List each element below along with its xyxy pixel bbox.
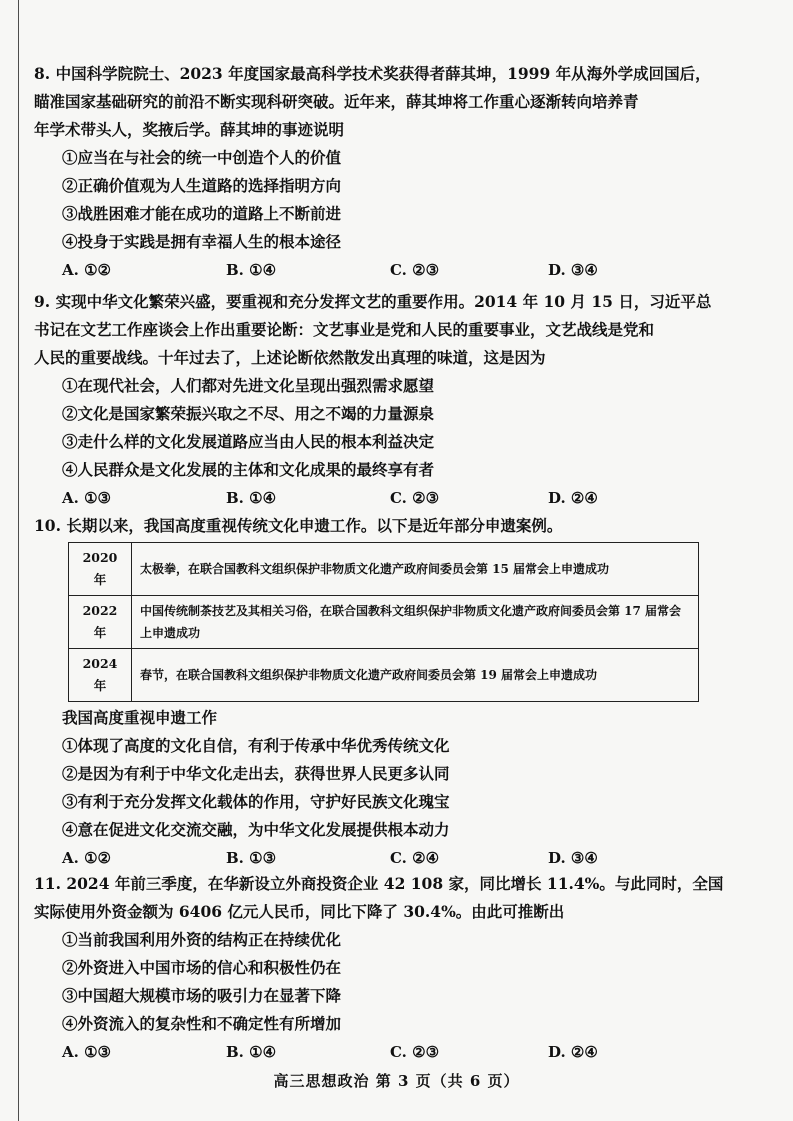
choice-d: D. ③④ bbox=[548, 849, 598, 867]
question-11-stem-line: 实际使用外资金额为 6406 亿元人民币，同比下降了 30.4%。由此可推断出 bbox=[34, 902, 565, 921]
question-8-stem-line: 瞄准国家基础研究的前沿不断实现科研突破。近年来，薛其坤将工作重心逐渐转向培养青 bbox=[34, 92, 639, 111]
question-8-option: ③战胜困难才能在成功的道路上不断前进 bbox=[62, 204, 342, 223]
choice-a: A. ①③ bbox=[62, 489, 111, 507]
choice-b: B. ①③ bbox=[226, 849, 277, 867]
question-9-stem-line: 人民的重要战线。十年过去了，上述论断依然散发出真理的味道，这是因为 bbox=[34, 348, 546, 367]
question-8-stem-line: 8. 中国科学院院士、2023 年度国家最高科学技术奖获得者薛其坤，1999 年从海外学成回国后， bbox=[34, 64, 711, 83]
question-10-option: ②是因为有利于中华文化走出去，获得世界人民更多认同 bbox=[62, 764, 450, 783]
choice-c: C. ②④ bbox=[390, 849, 440, 867]
heritage-case-table bbox=[68, 542, 699, 702]
question-8 bbox=[34, 60, 724, 284]
question-9 bbox=[34, 288, 724, 512]
question-11-option: ①当前我国利用外资的结构正在持续优化 bbox=[62, 930, 342, 949]
question-9-stem-line: 9. 实现中华文化繁荣兴盛，要重视和充分发挥文艺的重要作用。2014 年 10 月 15 日，习近平总 bbox=[34, 292, 712, 311]
question-10-lead: 我国高度重视申遗工作 bbox=[62, 708, 218, 727]
table-row bbox=[69, 596, 699, 649]
question-10-option: ①体现了高度的文化自信，有利于传承中华优秀传统文化 bbox=[62, 736, 450, 755]
choice-a: A. ①② bbox=[62, 261, 111, 279]
question-10-option: ③有利于充分发挥文化载体的作用，守护好民族文化瑰宝 bbox=[62, 792, 450, 811]
choice-c: C. ②③ bbox=[390, 261, 440, 279]
question-11-choices bbox=[34, 1038, 724, 1066]
question-10-body bbox=[34, 704, 724, 872]
question-10-option: ④意在促进文化交流交融，为中华文化发展提供根本动力 bbox=[62, 820, 450, 839]
question-10-stem-line: 10. 长期以来，我国高度重视传统文化申遗工作。以下是近年部分申遗案例。 bbox=[34, 516, 563, 535]
question-10-choices bbox=[34, 844, 724, 872]
question-9-option: ②文化是国家繁荣振兴取之不尽、用之不竭的力量源泉 bbox=[62, 404, 435, 423]
choice-a: A. ①③ bbox=[62, 1043, 111, 1061]
table-cell-year: 2020 年 bbox=[69, 543, 132, 596]
question-11-option: ③中国超大规模市场的吸引力在显著下降 bbox=[62, 986, 342, 1005]
table-cell-desc: 春节，在联合国教科文组织保护非物质文化遗产政府间委员会第 19 届常会上申遗成功 bbox=[132, 649, 699, 702]
choice-c: C. ②③ bbox=[390, 1043, 440, 1061]
question-10 bbox=[34, 512, 724, 540]
choice-c: C. ②③ bbox=[390, 489, 440, 507]
table-row bbox=[69, 649, 699, 702]
choice-d: D. ③④ bbox=[548, 261, 598, 279]
question-11-option: ④外资流入的复杂性和不确定性有所增加 bbox=[62, 1014, 342, 1033]
question-9-option: ③走什么样的文化发展道路应当由人民的根本利益决定 bbox=[62, 432, 435, 451]
table-cell-year: 2024 年 bbox=[69, 649, 132, 702]
question-9-option: ④人民群众是文化发展的主体和文化成果的最终享有者 bbox=[62, 460, 435, 479]
table-cell-year: 2022 年 bbox=[69, 596, 132, 649]
question-8-choices bbox=[34, 256, 724, 284]
choice-d: D. ②④ bbox=[548, 1043, 598, 1061]
question-8-option: ②正确价值观为人生道路的选择指明方向 bbox=[62, 176, 342, 195]
question-11-option: ②外资进入中国市场的信心和积极性仍在 bbox=[62, 958, 342, 977]
question-8-option: ①应当在与社会的统一中创造个人的价值 bbox=[62, 148, 342, 167]
table-row bbox=[69, 543, 699, 596]
page-footer: 高三思想政治 第 3 页（共 6 页） bbox=[273, 1072, 520, 1090]
choice-b: B. ①④ bbox=[226, 489, 277, 507]
question-11 bbox=[34, 870, 724, 1066]
choice-b: B. ①④ bbox=[226, 1043, 277, 1061]
table-cell-desc: 中国传统制茶技艺及其相关习俗，在联合国教科文组织保护非物质文化遗产政府间委员会第 17 届常会上申遗成功 bbox=[132, 596, 699, 649]
question-9-option: ①在现代社会，人们都对先进文化呈现出强烈需求愿望 bbox=[62, 376, 435, 395]
page-edge-line bbox=[18, 0, 19, 1121]
question-9-stem-line: 书记在文艺工作座谈会上作出重要论断：文艺事业是党和人民的重要事业，文艺战线是党和 bbox=[34, 320, 655, 339]
question-8-option: ④投身于实践是拥有幸福人生的根本途径 bbox=[62, 232, 342, 251]
choice-d: D. ②④ bbox=[548, 489, 598, 507]
choice-b: B. ①④ bbox=[226, 261, 277, 279]
question-8-stem-line: 年学术带头人，奖掖后学。薛其坤的事迹说明 bbox=[34, 120, 345, 139]
choice-a: A. ①② bbox=[62, 849, 111, 867]
question-9-choices bbox=[34, 484, 724, 512]
table-cell-desc: 太极拳，在联合国教科文组织保护非物质文化遗产政府间委员会第 15 届常会上申遗成功 bbox=[132, 543, 699, 596]
question-11-stem-line: 11. 2024 年前三季度，在华新设立外商投资企业 42 108 家，同比增长 11.4%。与此同时，全国 bbox=[34, 874, 724, 893]
